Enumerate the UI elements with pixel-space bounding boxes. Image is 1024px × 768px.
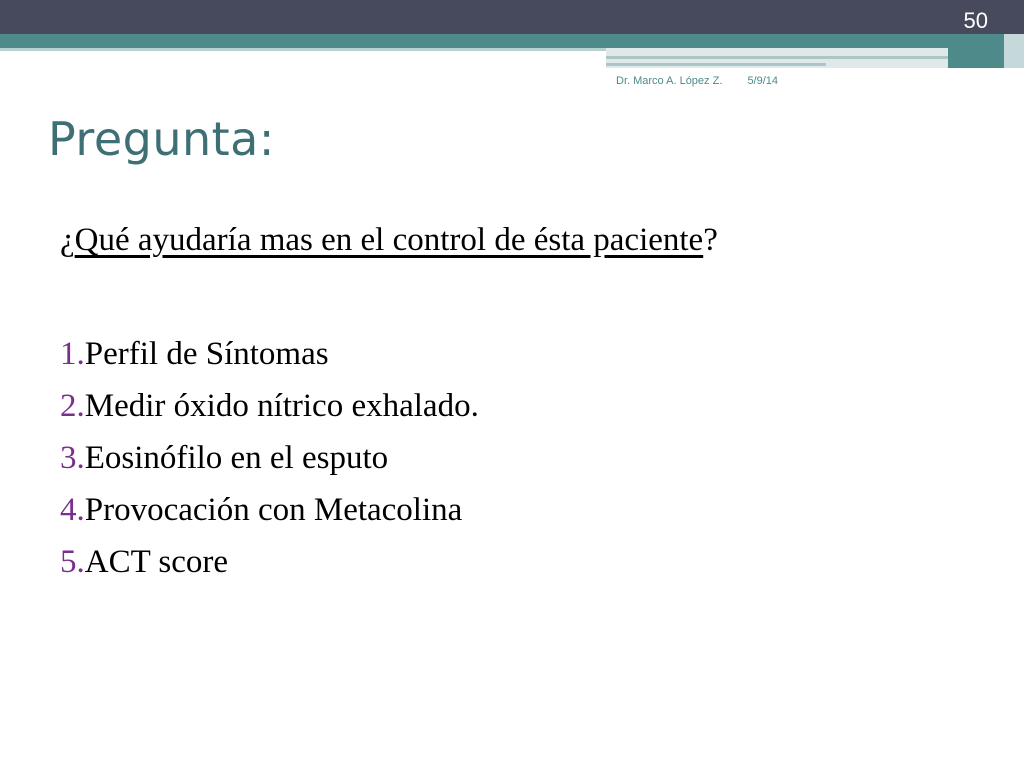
option-number: 5.: [60, 544, 85, 580]
list-item: [60, 536, 479, 588]
question-text: Qué ayudaría mas en el control de ésta paciente: [74, 222, 704, 258]
header-dark-band: [0, 0, 1024, 34]
option-number: 2.: [60, 388, 85, 424]
option-number: 4.: [60, 492, 85, 528]
option-text: Medir óxido nítrico exhalado.: [84, 388, 479, 424]
header-accent-strip: [606, 63, 826, 66]
question-suffix: ?: [703, 222, 718, 258]
option-number: 3.: [60, 440, 85, 476]
footer-author: Dr. Marco A. López Z.: [616, 75, 723, 87]
header-light-line: [0, 48, 606, 51]
header-teal-band: [0, 34, 1024, 48]
list-item: [60, 484, 479, 536]
footer-date: 5/9/14: [747, 75, 779, 87]
list-item: [60, 380, 479, 432]
option-text: Provocación con Metacolina: [84, 492, 463, 528]
header-right-edge: [1004, 34, 1024, 68]
header-right-tab: [948, 34, 1004, 68]
question-prefix: ¿: [60, 222, 75, 258]
slide-number: 50: [963, 8, 988, 33]
list-item: [60, 328, 479, 380]
slide-title: Pregunta:: [48, 112, 275, 166]
options-list: [60, 328, 479, 588]
list-item: [60, 432, 479, 484]
slide-footer: [616, 75, 778, 87]
option-text: ACT score: [84, 544, 229, 580]
question: [60, 222, 718, 259]
option-text: Eosinófilo en el esputo: [84, 440, 389, 476]
option-text: Perfil de Síntomas: [84, 336, 329, 372]
header-accent-strip: [606, 56, 948, 59]
option-number: 1.: [60, 336, 85, 372]
